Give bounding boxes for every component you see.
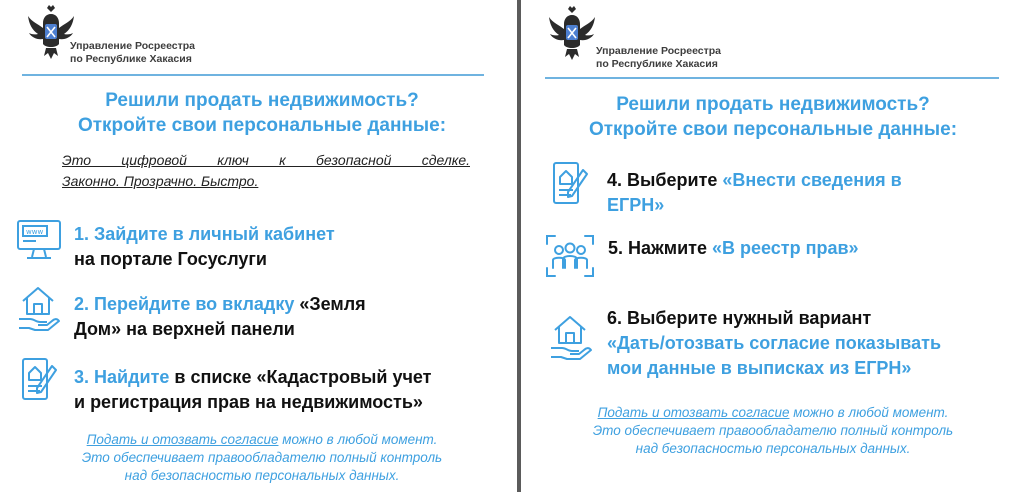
- org-name-line2: по Республике Хакасия: [596, 58, 718, 70]
- subtitle: [62, 150, 470, 192]
- step-3-detail: в списке «Кадастровый учет: [169, 367, 432, 387]
- step-1-action: 1. Зайдите в личный кабинет: [74, 224, 335, 244]
- step-5-target: «В реестр прав»: [712, 238, 859, 258]
- step-1: [74, 222, 335, 272]
- step-2-detail-cont: Дом» на верхней панели: [74, 319, 295, 339]
- double-headed-eagle-emblem: [26, 4, 76, 62]
- org-name-line2: по Республике Хакасия: [70, 53, 192, 65]
- step-6-target-cont: мои данные в выписках из ЕГРН»: [607, 358, 912, 378]
- house-hand-icon: [548, 312, 594, 362]
- step-3: [74, 365, 432, 415]
- step-3-action: 3. Найдите: [74, 367, 170, 387]
- org-name: [70, 40, 195, 66]
- footer-line2: Это обеспечивает правообладателю полный контроль: [592, 423, 954, 438]
- step-5-action: 5. Нажмите: [608, 238, 712, 258]
- footer-line1-rest: можно в любой момент.: [278, 432, 438, 447]
- header-divider: [22, 74, 484, 76]
- org-name-line1: Управление Росреестра: [596, 45, 722, 57]
- title-line1: Решили продать недвижимость?: [105, 90, 419, 111]
- page-title: [20, 88, 504, 138]
- title-line2: Откройте свои персональные данные:: [588, 119, 958, 140]
- step-3-detail-cont: и регистрация прав на недвижимость»: [74, 392, 423, 412]
- step-2-action: 2. Перейдите во вкладку: [74, 294, 295, 314]
- page-title: [531, 92, 1015, 142]
- subtitle-line1: Это цифровой ключ к безопасной сделке.: [62, 152, 470, 168]
- step-1-detail: на портале Госуслуги: [74, 249, 267, 269]
- footer-line2: Это обеспечивает правообладателю полный контроль: [81, 450, 443, 465]
- right-slide: [521, 0, 1024, 492]
- step-2-detail: «Земля: [294, 294, 366, 314]
- footer-consent-link: Подать и отозвать согласие: [597, 405, 790, 420]
- footer-note: [20, 431, 504, 485]
- footer-line3: над безопасностью персональных данных.: [124, 468, 400, 483]
- step-4-action: 4. Выберите: [607, 170, 723, 190]
- step-2: [74, 292, 366, 342]
- step-4-target-cont: ЕГРН»: [607, 195, 665, 215]
- org-name: [596, 45, 721, 71]
- org-name-line1: Управление Росреестра: [70, 40, 196, 52]
- step-6-action: 6. Выберите нужный вариант: [607, 308, 872, 328]
- double-headed-eagle-emblem: [547, 5, 597, 63]
- document-house-pen-icon: [20, 356, 58, 406]
- footer-line1-rest: можно в любой момент.: [789, 405, 949, 420]
- title-line2: Откройте свои персональные данные:: [77, 115, 447, 136]
- footer-line3: над безопасностью персональных данных.: [635, 441, 911, 456]
- computer-www-icon: [16, 219, 64, 263]
- house-hand-icon: [16, 283, 62, 333]
- footer-note: [531, 404, 1015, 458]
- svg-text:www: www: [26, 228, 44, 236]
- subtitle-line2: Законно. Прозрачно. Быстро.: [62, 173, 259, 189]
- header-divider: [545, 77, 999, 79]
- people-group-icon: [545, 234, 595, 278]
- step-6: [607, 306, 941, 381]
- footer-consent-link: Подать и отозвать согласие: [86, 432, 279, 447]
- step-4: [607, 168, 902, 218]
- title-line1: Решили продать недвижимость?: [616, 94, 930, 115]
- document-house-pen-icon: [551, 160, 589, 210]
- step-6-target: «Дать/отозвать согласие показывать: [607, 333, 942, 353]
- step-4-target: «Внести сведения в: [722, 170, 902, 190]
- step-5: [608, 236, 859, 261]
